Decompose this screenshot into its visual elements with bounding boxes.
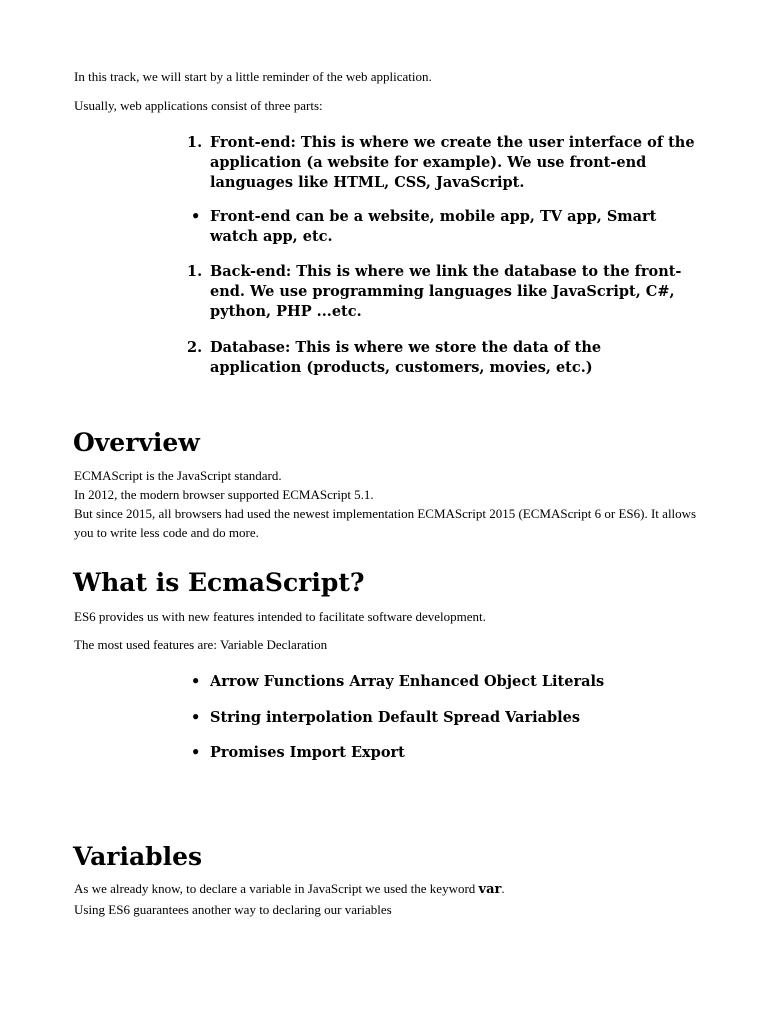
overview-line-2: In 2012, the modern browser supported ECMAScript 5.1. bbox=[74, 487, 374, 502]
what-is-heading: What is EcmaScript? bbox=[73, 568, 365, 597]
list-item-backend bbox=[187, 262, 697, 322]
list-item-text: Front-end can be a website, mobile app, TV app, Smart watch app, etc. bbox=[210, 208, 657, 245]
feature-item bbox=[187, 708, 697, 728]
variables-line-1-prefix: As we already know, to declare a variable in JavaScript we used the keyword bbox=[74, 881, 479, 896]
variables-line-2: Using ES6 guarantees another way to declaring our variables bbox=[74, 902, 392, 917]
list-marker: 1. bbox=[187, 263, 203, 280]
intro-line-1: In this track, we will start by a little reminder of the web application. bbox=[74, 69, 432, 84]
feature-text: Promises Import Export bbox=[210, 744, 405, 761]
list-item-text: Database: This is where we store the data of the application (products, customers, movies, etc.) bbox=[210, 339, 602, 376]
list-marker: 1. bbox=[187, 134, 203, 151]
list-item-text: Back-end: This is where we link the database to the front-end. We use programming languages like JavaScript, C#, python, PHP ...etc. bbox=[210, 263, 682, 320]
bullet-marker: • bbox=[191, 744, 201, 761]
overview-heading: Overview bbox=[73, 428, 200, 457]
list-item-database bbox=[187, 338, 697, 378]
keyword-var: var bbox=[478, 882, 502, 897]
list-item-text: Front-end: This is where we create the user interface of the application (a website for example). We use front-end languages like HTML, CSS, JavaScript. bbox=[210, 134, 695, 191]
list-marker: 2. bbox=[187, 339, 203, 356]
list-item-frontend bbox=[187, 133, 697, 193]
feature-text: String interpolation Default Spread Variables bbox=[210, 709, 581, 726]
feature-item bbox=[187, 743, 697, 763]
variables-line-1 bbox=[74, 879, 505, 899]
what-is-line-1: ES6 provides us with new features intended to facilitate software development. bbox=[74, 609, 486, 624]
what-is-line-2: The most used features are: Variable Declaration bbox=[74, 637, 328, 652]
list-item-frontend-types bbox=[187, 207, 697, 247]
feature-text: Arrow Functions Array Enhanced Object Literals bbox=[210, 673, 605, 690]
bullet-marker: • bbox=[191, 709, 201, 726]
overview-line-3: But since 2015, all browsers had used the newest implementation ECMAScript 2015 (ECMAScript 6 or ES6). It allows you to write less code and do more. bbox=[74, 506, 697, 540]
bullet-marker: • bbox=[191, 673, 201, 690]
variables-line-1-suffix: . bbox=[501, 881, 505, 896]
feature-item bbox=[187, 672, 697, 692]
variables-heading: Variables bbox=[73, 842, 203, 871]
intro-line-2: Usually, web applications consist of three parts: bbox=[74, 98, 323, 113]
bullet-marker: • bbox=[191, 208, 201, 225]
overview-line-1: ECMAScript is the JavaScript standard. bbox=[74, 468, 282, 483]
